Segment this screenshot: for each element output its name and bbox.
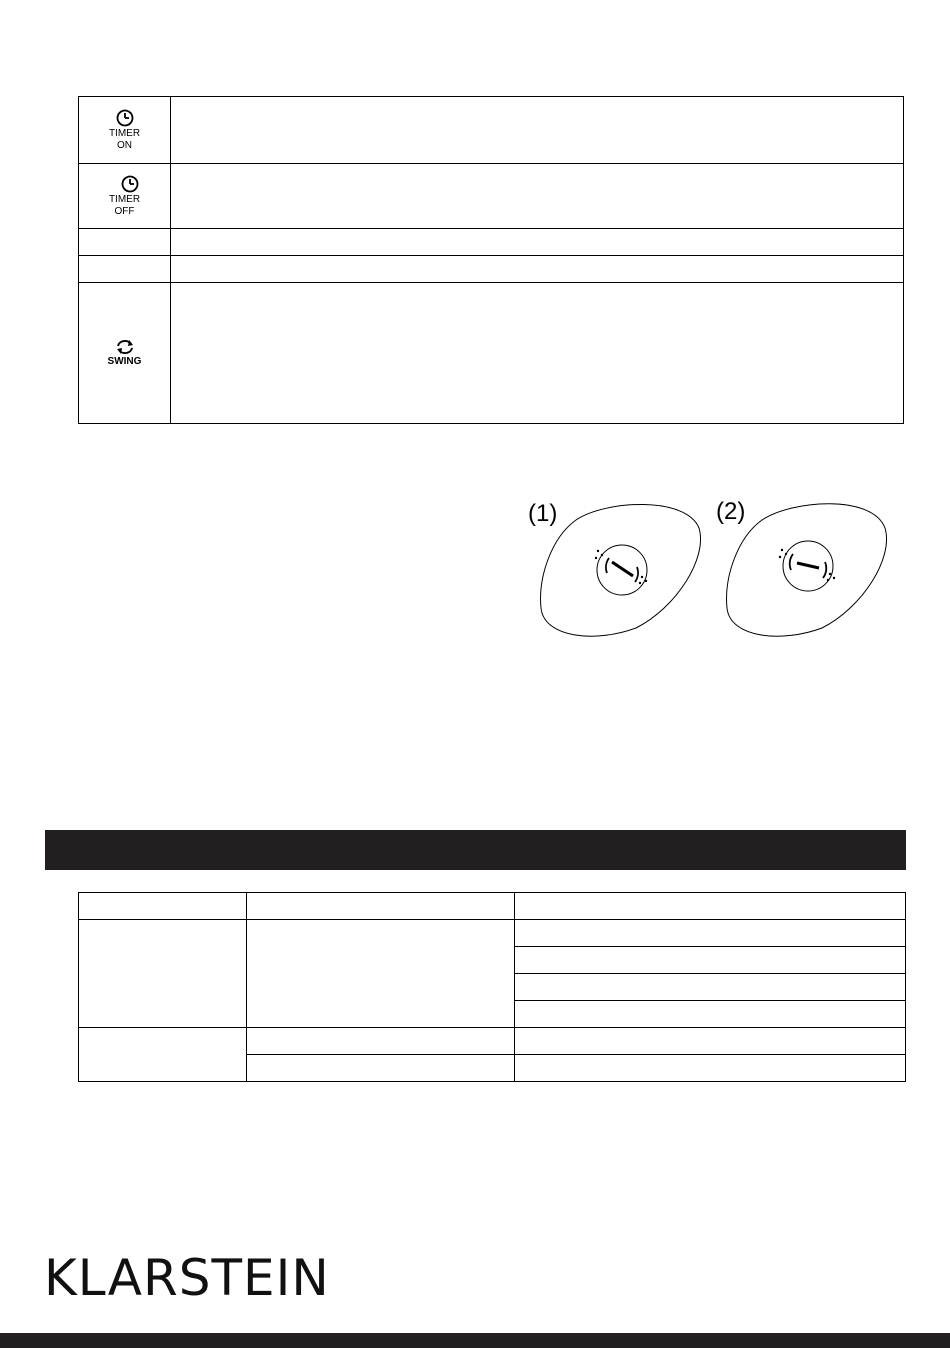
table-row [79, 229, 904, 256]
table-cell [515, 1028, 906, 1055]
swing-cell [79, 283, 171, 424]
diagram-1-label: (1) [528, 500, 558, 527]
empty-icon-cell [79, 256, 171, 283]
timer-on-description [171, 97, 904, 164]
table-row [79, 164, 904, 229]
clock-icon [120, 174, 140, 194]
empty-description [171, 256, 904, 283]
knob-diagram-position-1 [536, 498, 706, 640]
timer-off-label: TIMER OFF [108, 194, 141, 217]
swing-icon [115, 338, 135, 356]
knob-diagram-position-2 [722, 496, 892, 640]
timer-off-cell [79, 164, 171, 229]
table-row [79, 256, 904, 283]
table-cell [247, 1028, 515, 1055]
button-function-table [78, 96, 904, 424]
timer-off-description [171, 164, 904, 229]
table-cell [515, 947, 906, 974]
swing-label: SWING [107, 356, 142, 367]
table-cell [515, 974, 906, 1001]
timer-on-cell [79, 97, 171, 164]
empty-icon-cell [79, 229, 171, 256]
table-cell [79, 893, 247, 920]
timer-on-label: TIMER ON [108, 128, 141, 151]
table-row [79, 283, 904, 424]
table-cell [79, 1028, 247, 1082]
table-row [79, 1028, 906, 1055]
table-cell [515, 920, 906, 947]
table-row [79, 893, 906, 920]
table-cell [247, 920, 515, 1028]
table-row [79, 920, 906, 947]
empty-description [171, 229, 904, 256]
footer-bar [0, 1333, 950, 1348]
clock-icon [115, 108, 135, 128]
diagram-2-label: (2) [716, 498, 746, 525]
table-cell [515, 1055, 906, 1082]
spec-table [78, 892, 906, 1082]
table-cell [515, 893, 906, 920]
table-cell [515, 1001, 906, 1028]
klarstein-logo: KLARSTEIN [44, 1249, 330, 1307]
table-cell [79, 920, 247, 1028]
swing-description [171, 283, 904, 424]
table-cell [247, 1055, 515, 1082]
section-heading-bar [45, 830, 906, 870]
table-row [79, 97, 904, 164]
table-cell [247, 893, 515, 920]
